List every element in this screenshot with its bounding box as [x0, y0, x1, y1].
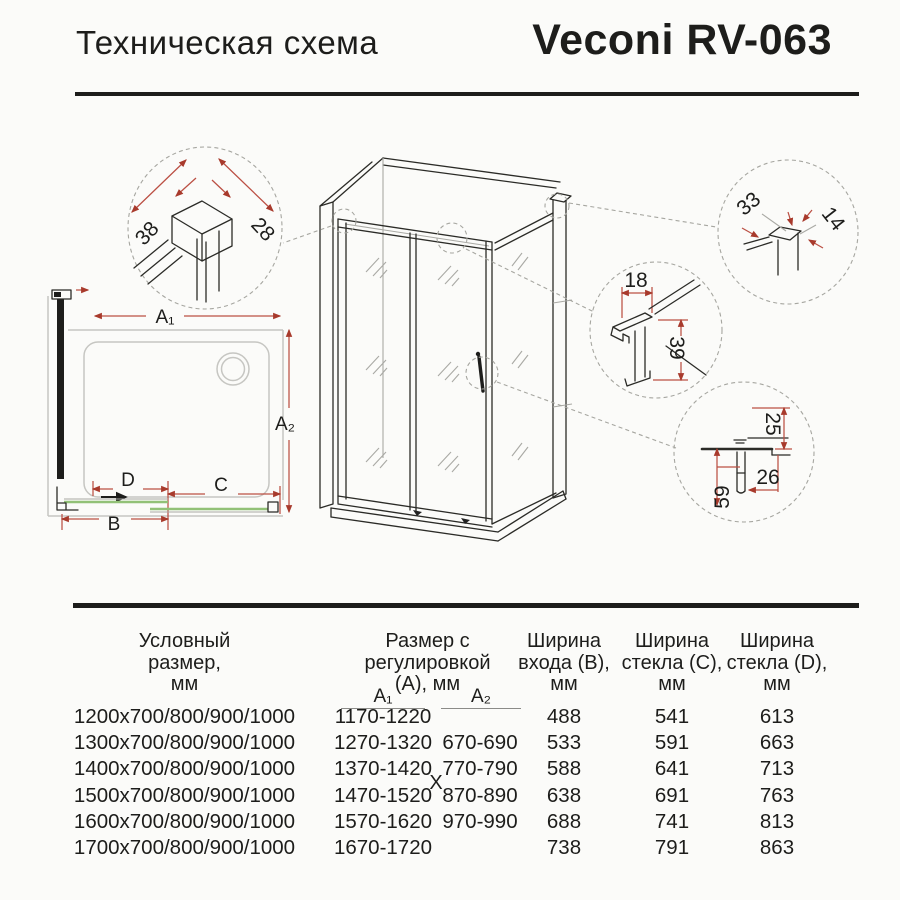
dim-d	[93, 470, 168, 530]
divider-top	[75, 92, 859, 96]
wall-profile-bar	[57, 299, 64, 479]
col-subheader-a1: А₁	[341, 686, 425, 709]
table-row: 1500x700/800/900/1000 1470-1520 870-890 638 691 763	[73, 784, 795, 807]
page-title: Техническая схема	[76, 24, 379, 61]
col-header-entry-width: Ширина входа (B), мм	[518, 630, 610, 695]
table-row: 1700x700/800/900/1000 1670-1720 738 791 863	[73, 836, 795, 859]
plan-label-c: C	[214, 475, 228, 496]
detail-rail-dim-18: 18	[624, 269, 648, 292]
col-header-glass-d: Ширина стекла (D), мм	[726, 630, 828, 695]
detail-roller-dim-26: 26	[756, 466, 780, 489]
detail-roller	[674, 382, 814, 522]
detail-corner-dim-28: 28	[246, 213, 280, 246]
door-handle	[479, 357, 483, 391]
table-row: 1400x700/800/900/1000 1370-1420 770-790 588 641 713	[73, 757, 795, 780]
table-row: 1300x700/800/900/1000 1270-1320 670-690 533 591 663	[73, 731, 795, 754]
detail-roller-dim-59: 59	[711, 485, 734, 509]
plan-label-b: B	[107, 514, 121, 535]
detail-wall-dim-33: 33	[732, 187, 766, 221]
col-header-size: Условный размер, мм	[138, 630, 231, 695]
plan-label-a1: A₁	[155, 307, 175, 328]
detail-corner-dim-38: 38	[130, 217, 164, 250]
dim-a2	[275, 330, 295, 512]
detail-corner	[128, 147, 282, 309]
detail-roller-dim-25: 25	[761, 412, 784, 436]
col-header-glass-c: Ширина стекла (C), мм	[621, 630, 723, 695]
col-header-adjustable: Размер с регулировкой (А), мм	[364, 630, 491, 695]
detail-rail-profile	[590, 262, 722, 398]
end-profile	[268, 502, 278, 512]
shower-tray	[84, 342, 269, 497]
a1-a2-multiplier: X	[429, 772, 443, 794]
glass-hatch-marks	[366, 253, 528, 472]
table-row: 1200x700/800/900/1000 1170-1220 488 541 613	[73, 705, 795, 728]
dim-a1	[95, 307, 280, 328]
detail-wall-profile	[718, 160, 858, 304]
plan-label-d: D	[121, 470, 135, 491]
table-row: 1600x700/800/900/1000 1570-1620 970-990 688 741 813	[73, 810, 795, 833]
brand-model: Veconi RV-063	[532, 16, 832, 64]
divider-table	[73, 603, 859, 608]
isometric-view	[283, 158, 716, 541]
detail-wall-dim-14: 14	[816, 202, 850, 236]
dim-b	[62, 514, 168, 535]
technical-drawing	[0, 98, 900, 605]
detail-rail-dim-39: 39	[665, 336, 688, 360]
plan-view	[48, 290, 295, 535]
plan-label-a2: A₂	[274, 414, 296, 435]
col-subheader-a2: А₂	[441, 686, 521, 709]
